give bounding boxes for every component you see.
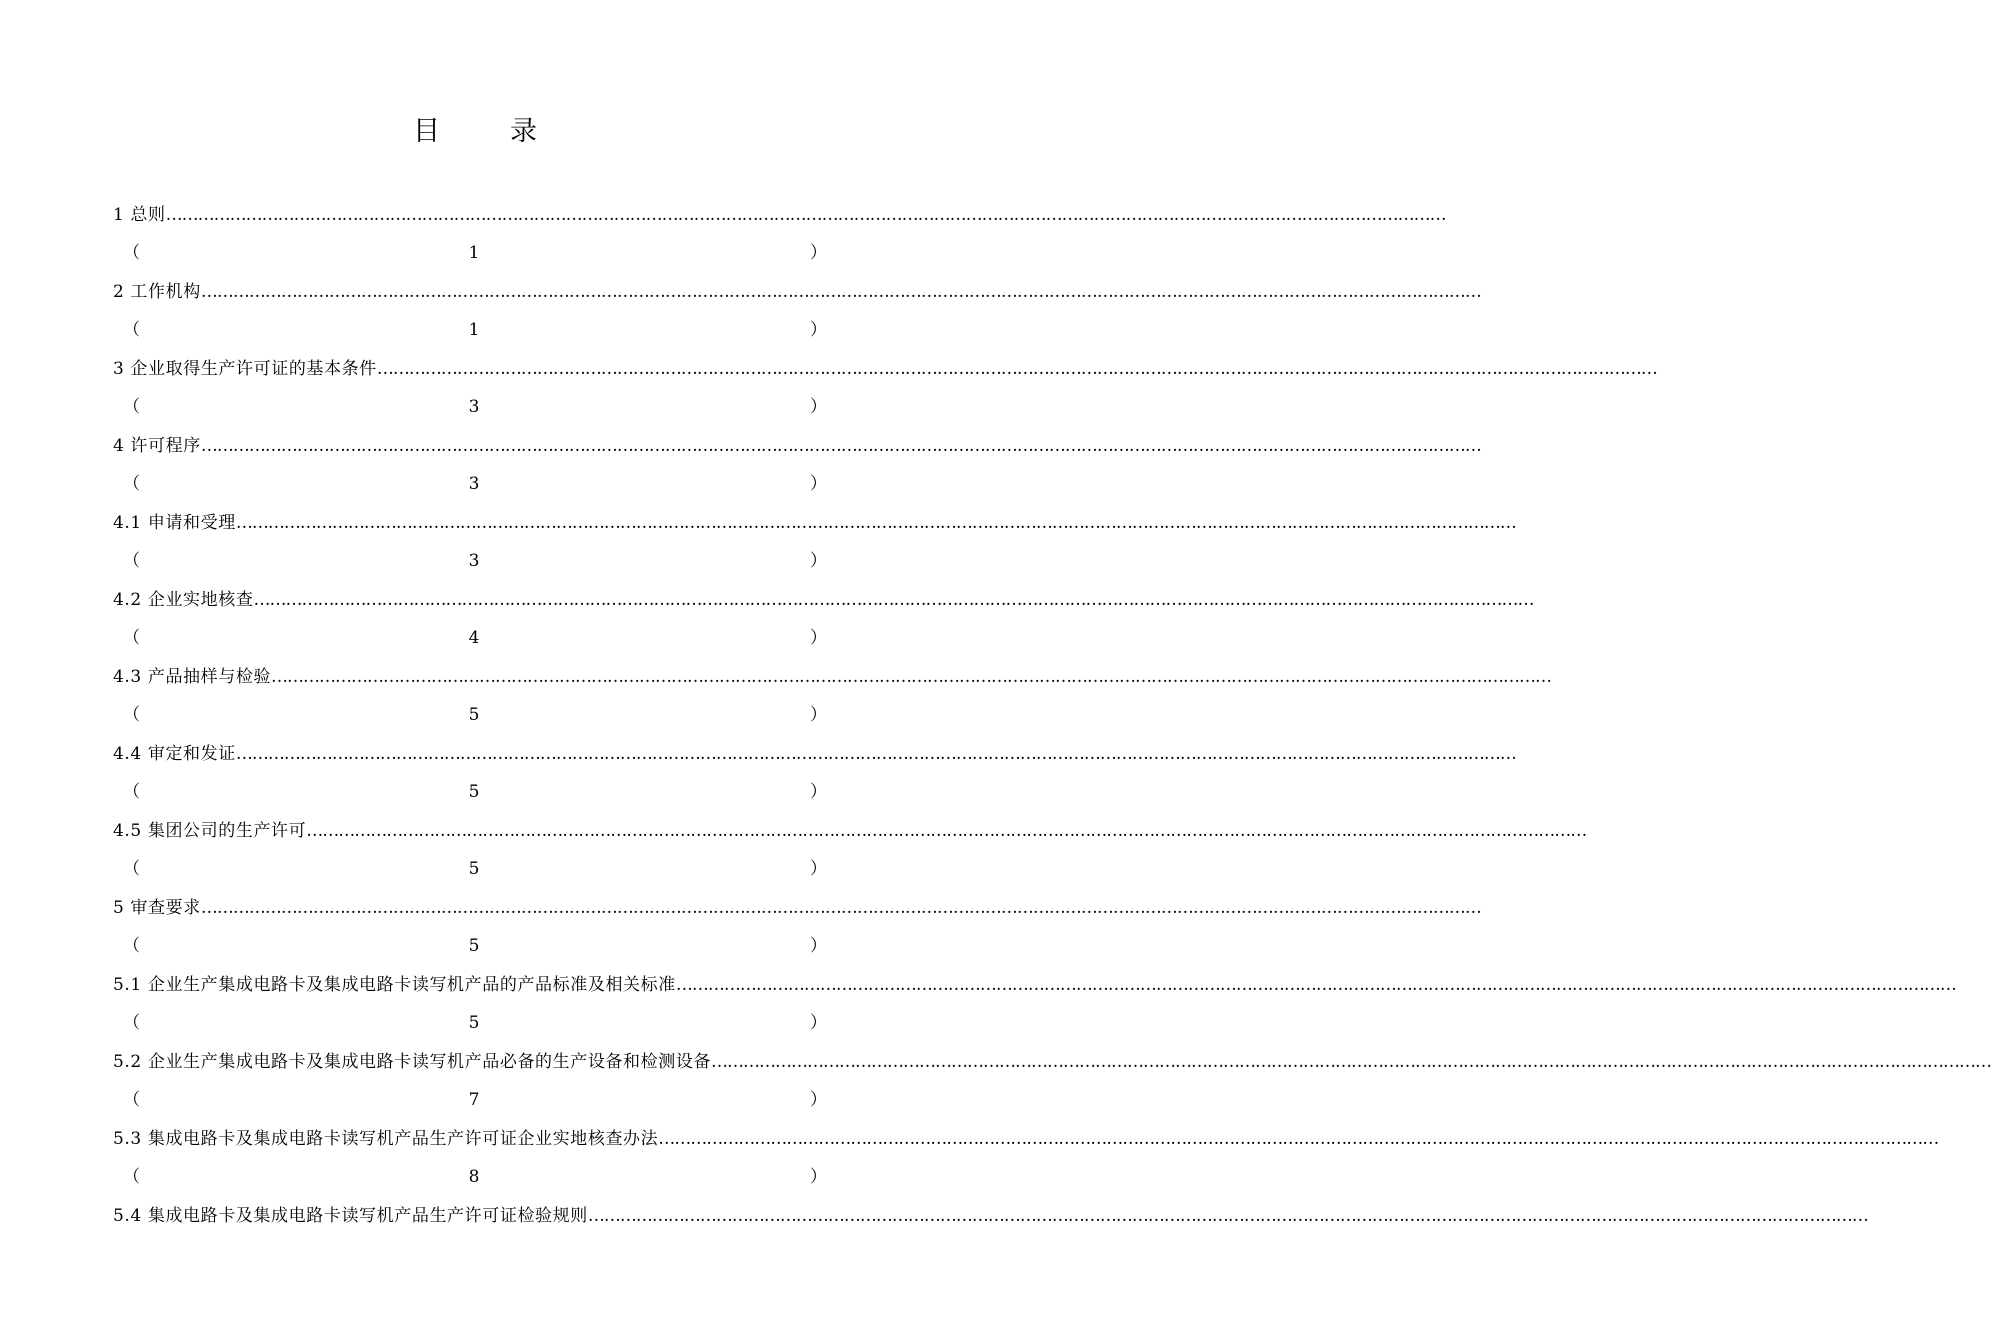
paren-open: （ (123, 551, 140, 571)
toc-entry-label: 2 工作机构 (113, 282, 201, 302)
paren-close: ） (810, 320, 827, 340)
dot-leader: …………………………………………………………………………………………………………………………………………………………………………………………………………………… (200, 898, 1481, 918)
toc-entry-page: 7 (468, 1090, 480, 1110)
paren-open: （ (123, 859, 140, 879)
toc-entry[interactable] (113, 429, 1481, 506)
paren-open: （ (123, 1090, 140, 1110)
paren-close: ） (810, 1167, 827, 1187)
paren-close: ） (810, 782, 827, 802)
toc-entry-label: 5.4 集成电路卡及集成电路卡读写机产品生产许可证检验规则 (113, 1206, 588, 1226)
toc-entry[interactable] (113, 1045, 1991, 1122)
toc-entry[interactable] (113, 1199, 1868, 1239)
toc-entry[interactable] (113, 1122, 1939, 1199)
dot-leader: …………………………………………………………………………………………………………………………………………………………………………………………………………………… (376, 359, 1657, 379)
paren-open: （ (123, 705, 140, 725)
paren-open: （ (123, 1013, 140, 1033)
toc-entry-page: 5 (468, 782, 480, 802)
dot-leader: …………………………………………………………………………………………………………………………………………………………………………………………………………………… (235, 513, 1516, 533)
paren-open: （ (123, 782, 140, 802)
paren-open: （ (123, 1167, 140, 1187)
paren-open: （ (123, 628, 140, 648)
paren-close: ） (810, 474, 827, 494)
dot-leader: …………………………………………………………………………………………………………………………………………………………………………………………………………………… (658, 1129, 1939, 1149)
toc-entry-label: 4.4 审定和发证 (113, 744, 236, 764)
dot-leader: …………………………………………………………………………………………………………………………………………………………………………………………………………………… (675, 975, 1956, 995)
title-char-right: 录 (510, 116, 537, 147)
toc-entry[interactable] (113, 891, 1481, 968)
toc-entry[interactable] (113, 737, 1516, 814)
paren-close: ） (810, 705, 827, 725)
dot-leader: …………………………………………………………………………………………………………………………………………………………………………………………………………………… (200, 282, 1481, 302)
paren-open: （ (123, 397, 140, 417)
toc-entry-page: 4 (468, 628, 480, 648)
toc-entry-label: 1 总则 (113, 205, 166, 225)
toc-entry-page: 3 (468, 397, 480, 417)
toc-entry[interactable] (113, 198, 1446, 275)
paren-close: ） (810, 551, 827, 571)
dot-leader: …………………………………………………………………………………………………………………………………………………………………………………………………………………… (306, 821, 1587, 841)
toc-entry[interactable] (113, 814, 1587, 891)
paren-open: （ (123, 936, 140, 956)
toc-entry-label: 4.5 集团公司的生产许可 (113, 821, 307, 841)
toc-entry[interactable] (113, 660, 1552, 737)
paren-close: ） (810, 397, 827, 417)
paren-close: ） (810, 1090, 827, 1110)
paren-open: （ (123, 474, 140, 494)
paren-close: ） (810, 243, 827, 263)
dot-leader: …………………………………………………………………………………………………………………………………………………………………………………………………………………… (165, 205, 1446, 225)
paren-close: ） (810, 628, 827, 648)
dot-leader: …………………………………………………………………………………………………………………………………………………………………………………………………………………… (711, 1052, 1991, 1072)
toc-entry[interactable] (113, 583, 1534, 660)
toc-title (0, 112, 950, 152)
toc-entry-label: 5.2 企业生产集成电路卡及集成电路卡读写机产品必备的生产设备和检测设备 (113, 1052, 712, 1072)
title-char-left: 目 (413, 116, 440, 147)
toc-entry-page: 8 (468, 1167, 480, 1187)
toc-entry-label: 5.3 集成电路卡及集成电路卡读写机产品生产许可证企业实地核查办法 (113, 1129, 659, 1149)
dot-leader: …………………………………………………………………………………………………………………………………………………………………………………………………………………… (235, 744, 1516, 764)
toc-entry-label: 4 许可程序 (113, 436, 201, 456)
paren-close: ） (810, 1013, 827, 1033)
dot-leader: …………………………………………………………………………………………………………………………………………………………………………………………………………………… (271, 667, 1552, 687)
toc-entry-label: 5.1 企业生产集成电路卡及集成电路卡读写机产品的产品标准及相关标准 (113, 975, 676, 995)
toc-entry-label: 4.2 企业实地核查 (113, 590, 254, 610)
dot-leader: …………………………………………………………………………………………………………………………………………………………………………………………………………………… (253, 590, 1534, 610)
table-of-contents (113, 198, 1991, 1239)
toc-entry-label: 4.3 产品抽样与检验 (113, 667, 272, 687)
paren-open: （ (123, 320, 140, 340)
toc-entry-label: 5 审查要求 (113, 898, 201, 918)
toc-entry-page: 3 (468, 551, 480, 571)
paren-close: ） (810, 859, 827, 879)
toc-entry-page: 5 (468, 859, 480, 879)
toc-entry[interactable] (113, 352, 1657, 429)
toc-entry[interactable] (113, 506, 1516, 583)
toc-entry-page: 5 (468, 1013, 480, 1033)
dot-leader: …………………………………………………………………………………………………………………………………………………………………………………………………………………… (587, 1206, 1868, 1226)
toc-entry-page: 1 (468, 243, 480, 263)
toc-entry[interactable] (113, 275, 1481, 352)
toc-entry-page: 5 (468, 705, 480, 725)
toc-entry-label: 3 企业取得生产许可证的基本条件 (113, 359, 377, 379)
toc-entry-page: 5 (468, 936, 480, 956)
toc-entry-page: 3 (468, 474, 480, 494)
toc-entry[interactable] (113, 968, 1956, 1045)
paren-close: ） (810, 936, 827, 956)
paren-open: （ (123, 243, 140, 263)
toc-entry-page: 1 (468, 320, 480, 340)
toc-entry-label: 4.1 申请和受理 (113, 513, 236, 533)
dot-leader: …………………………………………………………………………………………………………………………………………………………………………………………………………………… (200, 436, 1481, 456)
